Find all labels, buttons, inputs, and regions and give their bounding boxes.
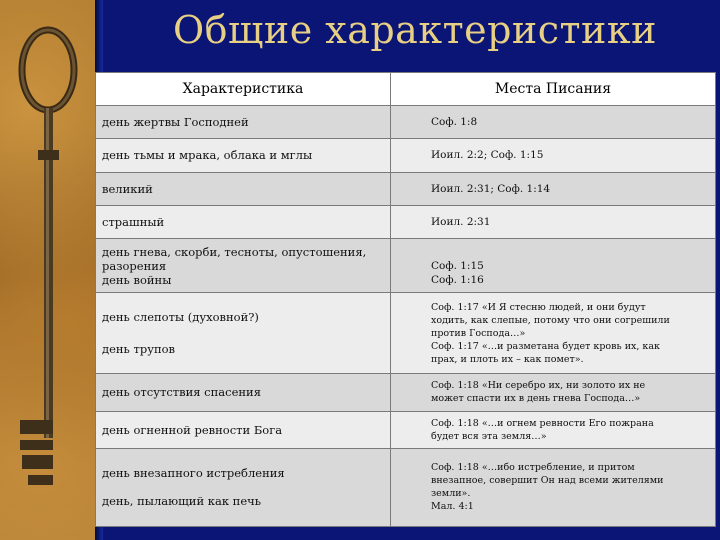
feature-line: день тьмы и мрака, облака и мглы (102, 148, 313, 163)
feature-cell (96, 448, 391, 526)
reference-cell (391, 374, 716, 411)
table-row (96, 448, 716, 526)
feature-cell (96, 374, 391, 411)
reference-line: Соф. 1:17 «…и разметана будет кровь их, как (431, 340, 660, 352)
feature-cell (96, 139, 391, 172)
reference-line: внезапное, совершит Он над всеми жителями (431, 475, 664, 487)
left-image-panel (0, 0, 95, 540)
reference-cell (391, 139, 716, 172)
feature-line: день, пылающий как печь (102, 494, 262, 509)
reference-line: Иоил. 2:31; Соф. 1:14 (431, 182, 551, 195)
feature-line: день войны (102, 272, 172, 287)
table-row (96, 205, 716, 238)
reference-cell (391, 411, 716, 448)
reference-line: Соф. 1:15 (431, 259, 484, 272)
column-header-feature: Характеристика (96, 73, 391, 106)
feature-cell (96, 106, 391, 139)
table-row (96, 411, 716, 448)
table-row (96, 374, 716, 411)
feature-line: день жертвы Господней (102, 115, 249, 130)
feature-line: день огненной ревности Бога (102, 422, 283, 437)
feature-line: великий (102, 181, 153, 196)
feature-line: страшный (102, 214, 165, 229)
feature-line: день гнева, скорби, тесноты, опустошения, (102, 244, 367, 259)
reference-line: Иоил. 2:31 (431, 215, 491, 228)
characteristics-table (95, 72, 716, 527)
reference-line: против Господа…» (431, 327, 526, 339)
reference-cell (391, 293, 716, 374)
table-row (96, 106, 716, 139)
feature-cell (96, 172, 391, 205)
table-row (96, 293, 716, 374)
reference-cell (391, 239, 716, 293)
feature-cell (96, 411, 391, 448)
reference-line: Соф. 1:18 «Ни серебро их, ни золото их не (431, 380, 646, 392)
feature-line: день отсутствия спасения (102, 385, 261, 400)
key-icon (0, 0, 95, 540)
feature-line: день внезапного истребления (102, 466, 285, 481)
reference-line: Соф. 1:16 (431, 273, 484, 286)
reference-line: Иоил. 2:2; Соф. 1:15 (431, 149, 544, 162)
reference-cell (391, 205, 716, 238)
feature-cell (96, 239, 391, 293)
table-row (96, 139, 716, 172)
feature-line: разорения (102, 258, 167, 273)
reference-line: Соф. 1:17 «И Я стесню людей, и они будут (431, 301, 646, 313)
table-row (96, 172, 716, 205)
reference-line: земли». (431, 488, 471, 500)
reference-line: ходить, как слепые, потому что они согрешили (431, 314, 670, 326)
feature-line: день трупов (102, 342, 176, 357)
feature-cell (96, 293, 391, 374)
reference-line: прах, и плоть их – как помет». (431, 353, 584, 365)
table-row (96, 239, 716, 293)
reference-cell (391, 448, 716, 526)
feature-cell (96, 205, 391, 238)
column-header-references: Места Писания (391, 73, 716, 106)
feature-line (102, 333, 384, 342)
reference-line: Соф. 1:8 (431, 116, 478, 129)
feature-line (102, 480, 384, 494)
reference-line: Соф. 1:18 «…и огнем ревности Его пожрана (431, 417, 654, 429)
reference-line: может спасти их в день гнева Господа…» (431, 393, 641, 405)
reference-line: Мал. 4:1 (431, 501, 474, 513)
reference-cell (391, 172, 716, 205)
feature-line (102, 324, 384, 333)
reference-cell (391, 106, 716, 139)
table-header-row (96, 73, 716, 106)
reference-line: Соф. 1:18 «…ибо истребление, и притом (431, 462, 635, 474)
reference-line (431, 245, 709, 259)
page-title: Общие характеристики (173, 8, 657, 52)
feature-line: день слепоты (духовной?) (102, 310, 259, 325)
reference-line: будет вся эта земля…» (431, 430, 547, 442)
